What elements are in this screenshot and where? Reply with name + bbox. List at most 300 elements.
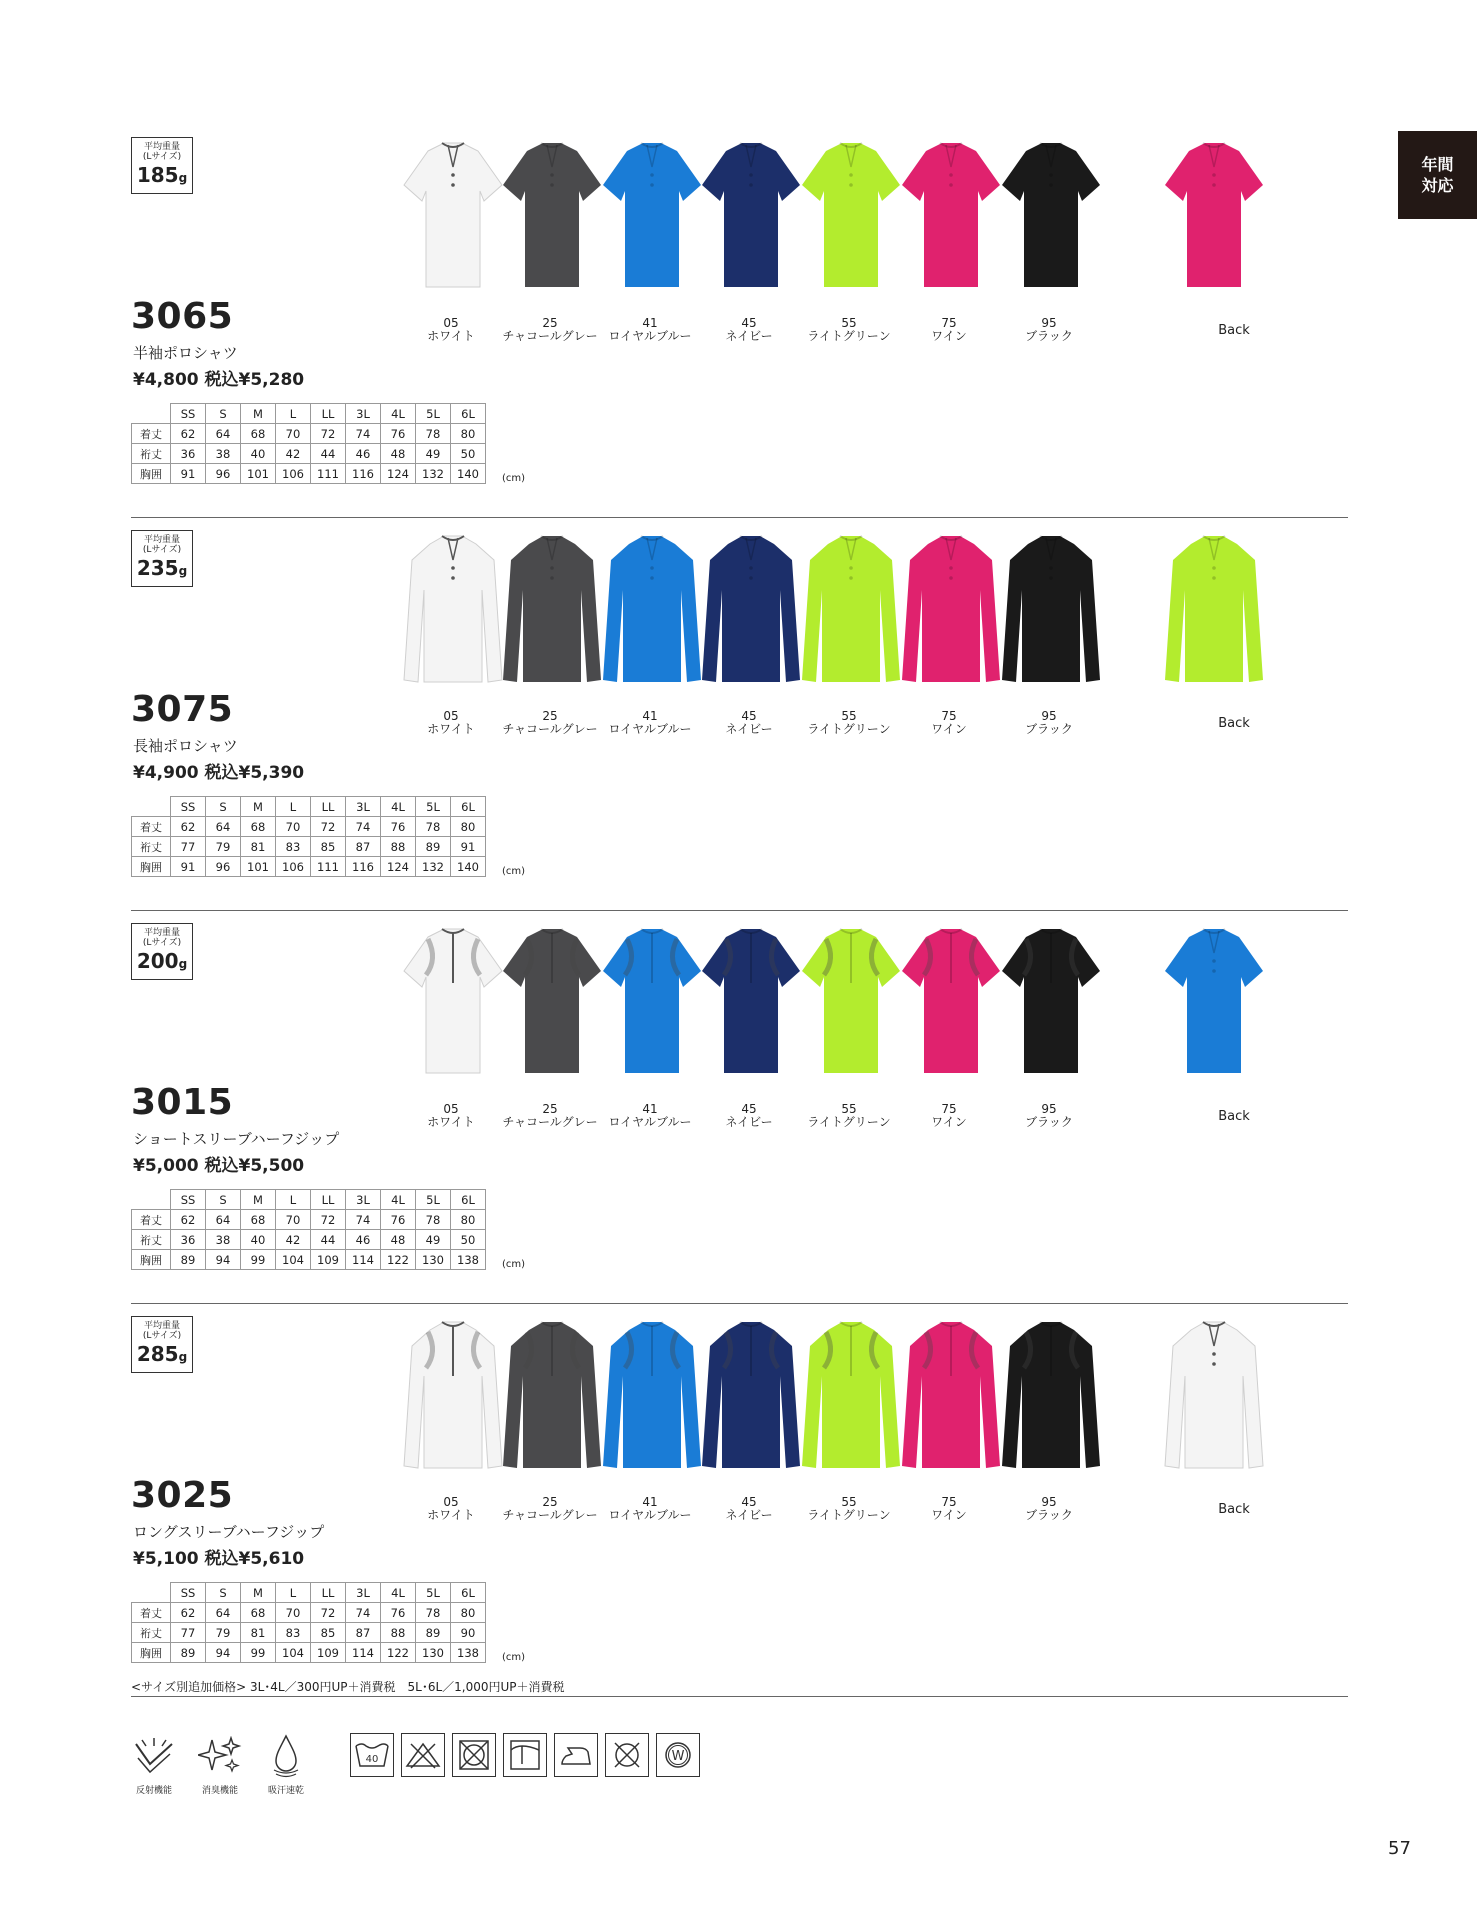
- table-cell: 38: [206, 1230, 241, 1250]
- color-name: ブラック: [1025, 329, 1073, 343]
- table-cell: 78: [416, 1210, 451, 1230]
- color-name: ネイビー: [725, 722, 773, 736]
- size-header: 4L: [381, 404, 416, 424]
- shirt-image-05: [398, 1316, 508, 1486]
- table-cell: 70: [276, 817, 311, 837]
- color-code: 95: [1041, 316, 1057, 330]
- table-cell: 87: [346, 1623, 381, 1643]
- color-code: 41: [642, 316, 658, 330]
- color-code: 45: [741, 1495, 757, 1509]
- product-price: ¥5,000 税込¥5,500: [133, 1156, 305, 1176]
- shirt-back-image: [1159, 923, 1269, 1093]
- weight-label: 平均重量 (Lサイズ): [142, 1321, 182, 1341]
- weight-badge: [131, 530, 193, 587]
- color-caption: [794, 710, 904, 736]
- color-caption: [794, 317, 904, 343]
- color-name: チャコールグレー: [502, 1508, 598, 1522]
- table-cell: 68: [241, 817, 276, 837]
- table-cell: 78: [416, 424, 451, 444]
- shirt-image-75: [896, 530, 1006, 700]
- table-cell: 116: [346, 464, 381, 484]
- row-label: 裄丈: [132, 1230, 171, 1250]
- back-caption: Back: [1218, 1502, 1250, 1517]
- table-cell: 46: [346, 1230, 381, 1250]
- size-header: M: [241, 404, 276, 424]
- shirt-image-95: [996, 137, 1106, 307]
- color-code: 05: [443, 709, 459, 723]
- table-cell: 85: [311, 837, 346, 857]
- size-header-row: [132, 404, 486, 424]
- shirt-image-05: [398, 137, 508, 307]
- size-header: 6L: [451, 1190, 486, 1210]
- size-header: 6L: [451, 797, 486, 817]
- color-caption: [894, 1103, 1004, 1129]
- table-cell: 80: [451, 424, 486, 444]
- table-cell: 124: [381, 464, 416, 484]
- table-cell: 89: [171, 1643, 206, 1663]
- table-cell: 64: [206, 817, 241, 837]
- size-header: S: [206, 797, 241, 817]
- table-cell: 90: [451, 1623, 486, 1643]
- color-name: ホワイト: [427, 1508, 475, 1522]
- shirt-image-95: [996, 530, 1106, 700]
- color-name: ブラック: [1025, 1115, 1073, 1129]
- deodorant-icon: [197, 1733, 243, 1779]
- table-cell: 64: [206, 1603, 241, 1623]
- table-cell: 76: [381, 1210, 416, 1230]
- color-code: 05: [443, 1102, 459, 1116]
- table-cell: 99: [241, 1250, 276, 1270]
- color-name: ライトグリーン: [807, 1115, 891, 1129]
- color-code: 05: [443, 316, 459, 330]
- table-cell: 48: [381, 444, 416, 464]
- color-caption: [396, 710, 506, 736]
- table-row: [132, 464, 486, 484]
- table-cell: 74: [346, 1603, 381, 1623]
- color-code: 45: [741, 1102, 757, 1116]
- row-label: 裄丈: [132, 444, 171, 464]
- table-cell: 116: [346, 857, 381, 877]
- table-row: [132, 1210, 486, 1230]
- size-header: M: [241, 1190, 276, 1210]
- shirt-image-45: [696, 1316, 806, 1486]
- color-name: ワイン: [931, 722, 967, 736]
- table-cell: 40: [241, 444, 276, 464]
- weight-badge: [131, 1316, 193, 1373]
- color-code: 75: [941, 1495, 957, 1509]
- size-header: 3L: [346, 404, 381, 424]
- table-cell: 99: [241, 1643, 276, 1663]
- feature-deodorant: [197, 1733, 243, 1796]
- shirt-image-41: [597, 137, 707, 307]
- table-cell: 81: [241, 837, 276, 857]
- color-caption: [794, 1103, 904, 1129]
- color-code: 75: [941, 316, 957, 330]
- size-table: [131, 1582, 486, 1663]
- color-caption: [694, 1103, 804, 1129]
- table-cell: 50: [451, 444, 486, 464]
- table-cell: 91: [451, 837, 486, 857]
- table-cell: 78: [416, 817, 451, 837]
- color-caption: [994, 710, 1104, 736]
- color-caption: [794, 1496, 904, 1522]
- color-name: ネイビー: [725, 1508, 773, 1522]
- color-name: チャコールグレー: [502, 1115, 598, 1129]
- color-name: ホワイト: [427, 329, 475, 343]
- color-name: ロイヤルブルー: [608, 1508, 692, 1522]
- color-caption: [894, 710, 1004, 736]
- table-cell: 78: [416, 1603, 451, 1623]
- color-name: ブラック: [1025, 1508, 1073, 1522]
- back-caption: Back: [1218, 1109, 1250, 1124]
- shirt-image-41: [597, 530, 707, 700]
- table-unit: (cm): [502, 866, 526, 877]
- color-name: ライトグリーン: [807, 722, 891, 736]
- table-cell: 64: [206, 424, 241, 444]
- size-header: LL: [311, 797, 346, 817]
- shirt-image-25: [497, 137, 607, 307]
- size-header: S: [206, 1583, 241, 1603]
- iron-icon: [554, 1733, 598, 1777]
- feature-sweat-absorbing: [263, 1733, 309, 1796]
- shirt-image-41: [597, 1316, 707, 1486]
- table-cell: 101: [241, 857, 276, 877]
- product-price: ¥4,800 税込¥5,280: [133, 370, 305, 390]
- table-cell: 72: [311, 817, 346, 837]
- color-caption: [994, 317, 1104, 343]
- size-header: S: [206, 1190, 241, 1210]
- table-cell: 88: [381, 837, 416, 857]
- size-header: 5L: [416, 1583, 451, 1603]
- table-cell: 106: [276, 857, 311, 877]
- color-code: 41: [642, 709, 658, 723]
- table-cell: 50: [451, 1230, 486, 1250]
- color-name: ライトグリーン: [807, 329, 891, 343]
- table-cell: 72: [311, 424, 346, 444]
- size-header: SS: [171, 404, 206, 424]
- table-cell: 64: [206, 1210, 241, 1230]
- color-code: 45: [741, 316, 757, 330]
- table-cell: 79: [206, 837, 241, 857]
- table-corner: [132, 1190, 171, 1210]
- color-caption: [994, 1496, 1104, 1522]
- color-caption: [694, 710, 804, 736]
- table-corner: [132, 404, 171, 424]
- color-caption: [894, 1496, 1004, 1522]
- product-price: ¥5,100 税込¥5,610: [133, 1549, 305, 1569]
- product-section-3025: [0, 1316, 1477, 1709]
- table-cell: 42: [276, 444, 311, 464]
- wash-40-icon: [350, 1733, 394, 1777]
- table-cell: 106: [276, 464, 311, 484]
- table-cell: 140: [451, 857, 486, 877]
- size-header: L: [276, 797, 311, 817]
- size-header: 4L: [381, 1190, 416, 1210]
- color-caption: [595, 1496, 705, 1522]
- table-corner: [132, 797, 171, 817]
- table-row: [132, 1623, 486, 1643]
- section-divider: [131, 517, 1348, 518]
- color-code: 25: [542, 1102, 558, 1116]
- size-header: M: [241, 797, 276, 817]
- table-cell: 81: [241, 1623, 276, 1643]
- section-divider: [131, 1696, 1348, 1697]
- shirt-image-41: [597, 923, 707, 1093]
- row-label: 着丈: [132, 424, 171, 444]
- shirt-image-75: [896, 137, 1006, 307]
- row-label: 着丈: [132, 1603, 171, 1623]
- color-code: 75: [941, 1102, 957, 1116]
- shirt-image-95: [996, 923, 1106, 1093]
- feature-reflective: [131, 1733, 177, 1796]
- color-name: ロイヤルブルー: [608, 1115, 692, 1129]
- color-caption: [495, 710, 605, 736]
- color-caption: [595, 710, 705, 736]
- weight-label: 平均重量 (Lサイズ): [142, 928, 182, 948]
- table-row: [132, 424, 486, 444]
- table-cell: 70: [276, 424, 311, 444]
- table-cell: 74: [346, 817, 381, 837]
- color-name: ネイビー: [725, 329, 773, 343]
- color-code: 95: [1041, 1102, 1057, 1116]
- table-cell: 130: [416, 1643, 451, 1663]
- table-cell: 76: [381, 424, 416, 444]
- size-header: 3L: [346, 797, 381, 817]
- table-cell: 83: [276, 837, 311, 857]
- table-row: [132, 1603, 486, 1623]
- color-name: ワイン: [931, 329, 967, 343]
- section-divider: [131, 910, 1348, 911]
- shirt-image-45: [696, 530, 806, 700]
- line-dry-icon: [503, 1733, 547, 1777]
- size-header: 5L: [416, 404, 451, 424]
- model-number: 3065: [131, 296, 234, 337]
- size-header: SS: [171, 1190, 206, 1210]
- table-cell: 70: [276, 1603, 311, 1623]
- color-name: チャコールグレー: [502, 329, 598, 343]
- table-cell: 89: [416, 837, 451, 857]
- color-caption: [595, 1103, 705, 1129]
- table-row: [132, 817, 486, 837]
- table-cell: 122: [381, 1250, 416, 1270]
- table-row: [132, 857, 486, 877]
- table-cell: 62: [171, 1210, 206, 1230]
- sweat-absorbing-icon: [263, 1733, 309, 1779]
- shirt-image-45: [696, 137, 806, 307]
- size-header: 5L: [416, 1190, 451, 1210]
- product-price: ¥4,900 税込¥5,390: [133, 763, 305, 783]
- shirt-image-05: [398, 923, 508, 1093]
- table-cell: 62: [171, 424, 206, 444]
- table-cell: 77: [171, 1623, 206, 1643]
- table-cell: 38: [206, 444, 241, 464]
- color-caption: [396, 1103, 506, 1129]
- table-row: [132, 837, 486, 857]
- color-code: 25: [542, 1495, 558, 1509]
- table-cell: 74: [346, 1210, 381, 1230]
- table-cell: 62: [171, 1603, 206, 1623]
- table-cell: 104: [276, 1643, 311, 1663]
- table-cell: 130: [416, 1250, 451, 1270]
- size-header: LL: [311, 1583, 346, 1603]
- size-header-row: [132, 1190, 486, 1210]
- size-header: L: [276, 1190, 311, 1210]
- color-caption: [396, 317, 506, 343]
- care-symbols: [350, 1733, 700, 1777]
- shirt-image-25: [497, 530, 607, 700]
- table-cell: 138: [451, 1643, 486, 1663]
- size-header: 4L: [381, 797, 416, 817]
- weight-value: 185g: [136, 163, 188, 187]
- table-cell: 138: [451, 1250, 486, 1270]
- color-name: ロイヤルブルー: [608, 722, 692, 736]
- color-code: 45: [741, 709, 757, 723]
- model-number: 3015: [131, 1082, 234, 1123]
- feature-label: 消臭機能: [201, 1786, 238, 1796]
- weight-label: 平均重量 (Lサイズ): [142, 535, 182, 555]
- shirt-back-image: [1159, 530, 1269, 700]
- color-name: ホワイト: [427, 722, 475, 736]
- size-header: SS: [171, 1583, 206, 1603]
- size-header-row: [132, 797, 486, 817]
- back-caption: Back: [1218, 323, 1250, 338]
- table-cell: 132: [416, 857, 451, 877]
- table-cell: 83: [276, 1623, 311, 1643]
- table-cell: 79: [206, 1623, 241, 1643]
- table-cell: 91: [171, 857, 206, 877]
- size-price-footnote: <サイズ別追加価格> 3L･4L／300円UP＋消費税 5L･6L／1,000円UP＋消費税: [131, 1680, 565, 1694]
- table-cell: 111: [311, 857, 346, 877]
- table-cell: 111: [311, 464, 346, 484]
- feature-icons: [131, 1733, 309, 1796]
- table-cell: 89: [171, 1250, 206, 1270]
- model-number: 3025: [131, 1475, 234, 1516]
- size-header: 5L: [416, 797, 451, 817]
- table-cell: 72: [311, 1210, 346, 1230]
- shirt-image-55: [796, 923, 906, 1093]
- table-cell: 96: [206, 857, 241, 877]
- shirt-image-25: [497, 1316, 607, 1486]
- table-cell: 89: [416, 1623, 451, 1643]
- color-caption: [994, 1103, 1104, 1129]
- color-code: 05: [443, 1495, 459, 1509]
- feature-label: 吸汗速乾: [267, 1786, 304, 1796]
- weight-value: 235g: [136, 556, 188, 580]
- feature-label: 反射機能: [135, 1786, 172, 1796]
- size-header: 6L: [451, 404, 486, 424]
- size-header: SS: [171, 797, 206, 817]
- size-table: [131, 403, 486, 484]
- size-table: [131, 1189, 486, 1270]
- shirt-image-45: [696, 923, 806, 1093]
- weight-value: 285g: [136, 1342, 188, 1366]
- table-cell: 68: [241, 424, 276, 444]
- color-caption: [595, 317, 705, 343]
- season-tab-line2: 対応: [1421, 176, 1454, 195]
- table-corner: [132, 1583, 171, 1603]
- color-code: 75: [941, 709, 957, 723]
- size-header: 3L: [346, 1583, 381, 1603]
- row-label: 裄丈: [132, 837, 171, 857]
- season-tab-line1: 年間: [1421, 155, 1454, 174]
- table-cell: 96: [206, 464, 241, 484]
- table-cell: 36: [171, 1230, 206, 1250]
- size-header: 4L: [381, 1583, 416, 1603]
- color-code: 25: [542, 316, 558, 330]
- table-cell: 40: [241, 1230, 276, 1250]
- back-caption: Back: [1218, 716, 1250, 731]
- color-caption: [894, 317, 1004, 343]
- row-label: 裄丈: [132, 1623, 171, 1643]
- shirt-back-image: [1159, 137, 1269, 307]
- table-cell: 85: [311, 1623, 346, 1643]
- table-cell: 49: [416, 1230, 451, 1250]
- table-cell: 124: [381, 857, 416, 877]
- table-cell: 94: [206, 1250, 241, 1270]
- wash-temp-text: 40: [365, 1754, 379, 1765]
- table-row: [132, 1250, 486, 1270]
- row-label: 着丈: [132, 1210, 171, 1230]
- color-name: ロイヤルブルー: [608, 329, 692, 343]
- table-cell: 94: [206, 1643, 241, 1663]
- product-name: 半袖ポロシャツ: [133, 344, 238, 362]
- color-caption: [694, 317, 804, 343]
- color-caption: [694, 1496, 804, 1522]
- size-header: LL: [311, 404, 346, 424]
- shirt-image-55: [796, 137, 906, 307]
- color-caption: [396, 1496, 506, 1522]
- table-unit: (cm): [502, 1652, 526, 1663]
- wet-clean-text: W: [671, 1749, 685, 1764]
- table-cell: 76: [381, 1603, 416, 1623]
- table-cell: 122: [381, 1643, 416, 1663]
- color-code: 55: [841, 1102, 857, 1116]
- table-cell: 70: [276, 1210, 311, 1230]
- shirt-image-05: [398, 530, 508, 700]
- product-section-3065: [0, 137, 1477, 530]
- size-header: 3L: [346, 1190, 381, 1210]
- product-name: ロングスリーブハーフジップ: [133, 1523, 325, 1541]
- color-code: 55: [841, 709, 857, 723]
- product-section-3015: [0, 923, 1477, 1316]
- table-cell: 80: [451, 817, 486, 837]
- color-name: チャコールグレー: [502, 722, 598, 736]
- table-cell: 114: [346, 1250, 381, 1270]
- row-label: 胸囲: [132, 857, 171, 877]
- shirt-image-95: [996, 1316, 1106, 1486]
- product-section-3075: [0, 530, 1477, 923]
- color-code: 41: [642, 1495, 658, 1509]
- color-code: 95: [1041, 1495, 1057, 1509]
- table-cell: 91: [171, 464, 206, 484]
- color-code: 55: [841, 316, 857, 330]
- table-cell: 140: [451, 464, 486, 484]
- color-name: ブラック: [1025, 722, 1073, 736]
- color-name: ワイン: [931, 1508, 967, 1522]
- weight-badge: [131, 137, 193, 194]
- table-cell: 132: [416, 464, 451, 484]
- table-unit: (cm): [502, 1259, 526, 1270]
- size-header: M: [241, 1583, 276, 1603]
- model-number: 3075: [131, 689, 234, 730]
- shirt-image-25: [497, 923, 607, 1093]
- section-divider: [131, 1303, 1348, 1304]
- color-code: 55: [841, 1495, 857, 1509]
- row-label: 胸囲: [132, 1250, 171, 1270]
- table-cell: 77: [171, 837, 206, 857]
- table-row: [132, 1230, 486, 1250]
- table-cell: 87: [346, 837, 381, 857]
